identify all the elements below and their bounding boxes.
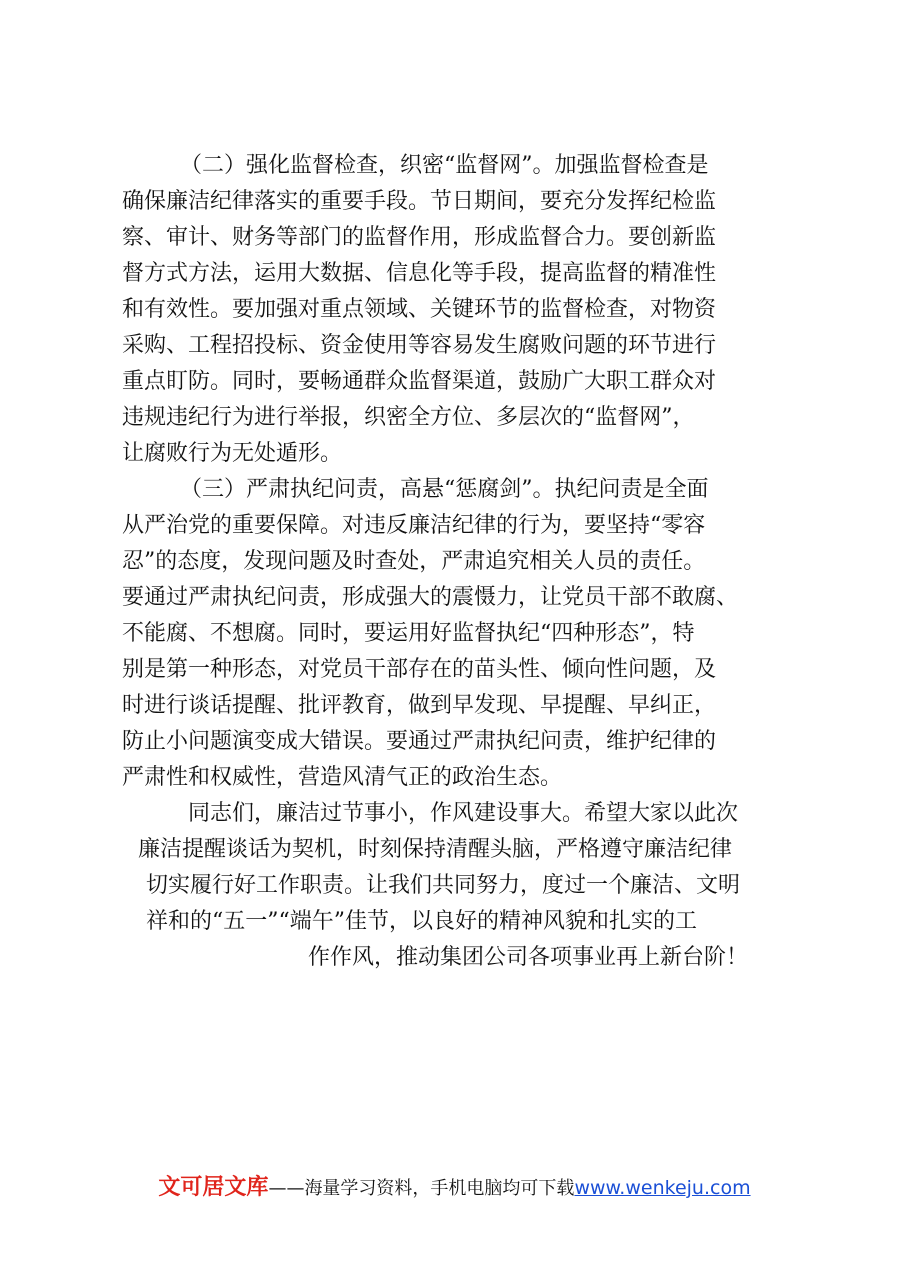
text-line-9: 让腐败行为无处遁形。 <box>122 441 343 466</box>
text-line-12: 忍”的态度，发现问题及时查处，严肃追究相关人员的责任。 <box>122 549 706 574</box>
text-line-6: 采购、工程招投标、资金使用等容易发生腐败问题的环节进行 <box>122 333 717 358</box>
text-line-22: 祥和的“五一”“端午”佳节，以良好的精神风貌和扎实的工 <box>146 909 697 934</box>
text-line-8: 违规违纪行为进行举报，织密全方位、多层次的“监督网”， <box>122 405 695 430</box>
text-line-1: （二）强化监督检查，织密“监督网”。加强监督检查是 <box>180 153 709 178</box>
text-line-5: 和有效性。要加强对重点领域、关键环节的监督检查，对物资 <box>122 297 717 322</box>
text-line-3: 察、审计、财务等部门的监督作用，形成监督合力。要创新监 <box>122 225 717 250</box>
text-line-21: 切实履行好工作职责。让我们共同努力，度过一个廉洁、文明 <box>146 873 741 898</box>
text-line-4: 督方式方法，运用大数据、信息化等手段，提高监督的精准性 <box>122 261 717 286</box>
text-line-2: 确保廉洁纪律落实的重要手段。节日期间，要充分发挥纪检监 <box>122 189 717 214</box>
text-line-15: 别是第一种形态，对党员干部存在的苗头性、倾向性问题，及 <box>122 657 717 682</box>
text-line-7: 重点盯防。同时，要畅通群众监督渠道，鼓励广大职工群众对 <box>122 369 717 394</box>
text-line-19: 同志们，廉洁过节事小，作风建设事大。希望大家以此次 <box>188 801 739 826</box>
text-line-18: 严肃性和权威性，营造风清气正的政治生态。 <box>122 765 563 790</box>
text-line-11: 从严治党的重要保障。对违反廉洁纪律的行为，要坚持“零容 <box>122 513 706 538</box>
text-line-13: 要通过严肃执纪问责，形成强大的震慑力，让党员干部不敢腐、 <box>122 585 739 610</box>
text-line-20: 廉洁提醒谈话为契机，时刻保持清醒头脑，严格遵守廉洁纪律 <box>138 837 733 862</box>
text-line-17: 防止小问题演变成大错误。要通过严肃执纪问责，维护纪律的 <box>122 729 717 754</box>
text-line-23: 作作风，推动集团公司各项事业再上新台阶！ <box>308 945 749 970</box>
text-line-10: （三）严肃执纪问责，高悬“惩腐剑”。执纪问责是全面 <box>180 477 709 502</box>
footer-banner <box>0 1175 909 1202</box>
text-line-14: 不能腐、不想腐。同时，要运用好监督执纪“四种形态”，特 <box>122 621 695 646</box>
footer-slogan: ——海量学习资料，手机电脑均可下载 <box>268 1178 575 1199</box>
text-line-16: 时进行谈话提醒、批评教育，做到早发现、早提醒、早纠正， <box>122 693 717 718</box>
brand-name: 文可居文库 <box>158 1175 269 1200</box>
website-link[interactable]: www.wenkeju.com <box>574 1177 751 1199</box>
